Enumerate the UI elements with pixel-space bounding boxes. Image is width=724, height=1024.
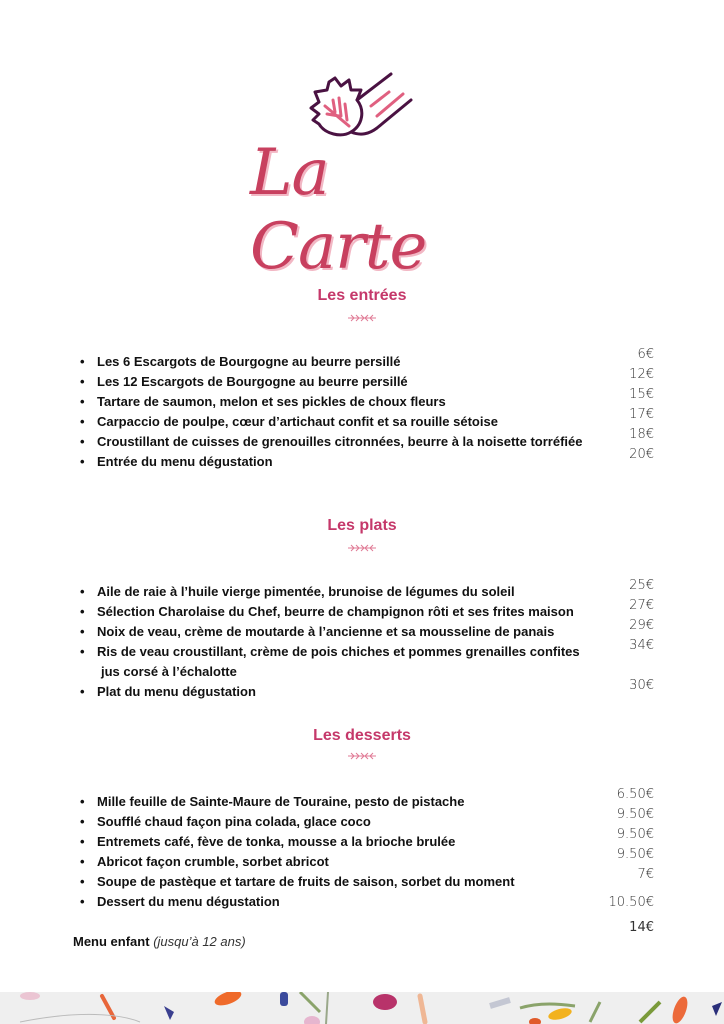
price: 29€ (629, 618, 654, 633)
list-item: • Noix de veau, crème de moutarde à l’ancienne et sa mousseline de panais (80, 622, 610, 642)
desserts-prices (564, 785, 654, 913)
list-item: • Entrée du menu dégustation (80, 452, 610, 472)
plats-prices (564, 576, 654, 696)
section-title-plats: Les plats (327, 517, 397, 534)
list-item: • Abricot façon crumble, sorbet abricot (80, 852, 610, 872)
list-item: • Entremets café, fève de tonka, mousse a la brioche brulée (80, 832, 610, 852)
price: 10.50€ (608, 895, 654, 910)
price: 9.50€ (616, 807, 654, 822)
page-title (250, 136, 480, 284)
price: 6.50€ (616, 787, 654, 802)
list-item: • Soupe de pastèque et tartare de fruits de saison, sorbet du moment (80, 872, 610, 892)
price: 12€ (629, 367, 654, 382)
list-item: • Croustillant de cuisses de grenouilles citronnées, beurre à la noisette torréfiée (80, 432, 610, 452)
arrow-divider-icon (347, 751, 377, 761)
plats-list (80, 582, 610, 702)
item-sublabel: jus corsé à l’échalotte (101, 664, 237, 679)
section-title-entrees: Les entrées (317, 287, 407, 304)
page-title-text: La Carte (250, 136, 427, 284)
price: 30€ (629, 678, 654, 693)
list-item: • Dessert du menu dégustation (80, 892, 610, 912)
price: 15€ (629, 387, 654, 402)
entrees-list (80, 352, 610, 472)
list-item (80, 642, 610, 682)
list-item: • Les 6 Escargots de Bourgogne au beurre persillé (80, 352, 610, 372)
kids-menu (73, 934, 246, 949)
price: 7€ (637, 867, 654, 882)
list-item: • Plat du menu dégustation (80, 682, 610, 702)
flowers-decoration-icon (0, 992, 724, 1024)
item-label: Ris de veau croustillant, crème de pois chiches et pommes grenailles confites (97, 644, 580, 659)
arrow-divider-icon (347, 313, 377, 323)
list-item: • Carpaccio de poulpe, cœur d’artichaut confit et sa rouille sétoise (80, 412, 610, 432)
pressed-flowers-band (0, 992, 724, 1024)
desserts-list (80, 792, 610, 912)
kids-menu-price: 14€ (629, 920, 654, 935)
list-item: • Tartare de saumon, melon et ses pickles de choux fleurs (80, 392, 610, 412)
list-item: • Aile de raie à l’huile vierge pimentée, brunoise de légumes du soleil (80, 582, 610, 602)
price: 27€ (629, 598, 654, 613)
price: 34€ (629, 638, 654, 653)
price: 18€ (629, 427, 654, 442)
price: 20€ (629, 447, 654, 462)
list-item: • Sélection Charolaise du Chef, beurre de champignon rôti et ses frites maison (80, 602, 610, 622)
price: 25€ (629, 578, 654, 593)
kids-menu-label: Menu enfant (73, 934, 150, 949)
price: 9.50€ (616, 847, 654, 862)
entrees-prices (564, 345, 654, 465)
arrow-divider-icon (347, 543, 377, 553)
price: 6€ (637, 347, 654, 362)
kids-menu-note: (jusqu’à 12 ans) (153, 934, 246, 949)
price: 9.50€ (616, 827, 654, 842)
list-item: • Mille feuille de Sainte-Maure de Touraine, pesto de pistache (80, 792, 610, 812)
list-item: • Soufflé chaud façon pina colada, glace coco (80, 812, 610, 832)
leaf-and-hand-logo-icon (305, 70, 420, 140)
price: 17€ (629, 407, 654, 422)
list-item: • Les 12 Escargots de Bourgogne au beurre persillé (80, 372, 610, 392)
section-title-desserts: Les desserts (313, 727, 411, 744)
